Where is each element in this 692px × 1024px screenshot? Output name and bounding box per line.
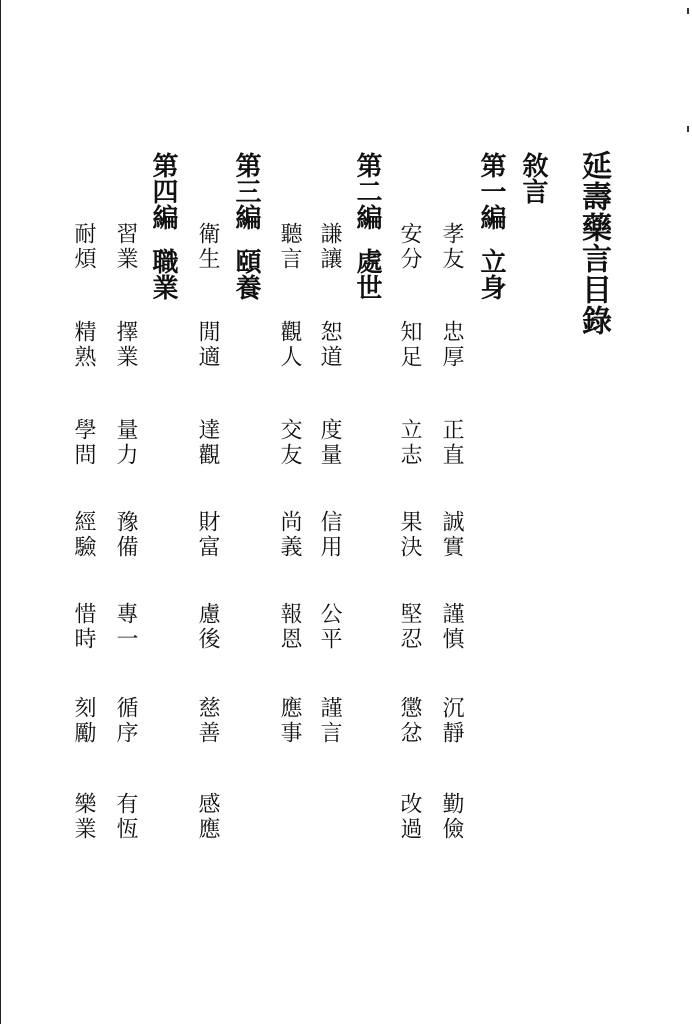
toc-entry: 勤儉 <box>439 792 464 842</box>
toc-entry: 經驗 <box>71 510 96 560</box>
toc-entry: 耐煩 <box>71 222 96 272</box>
toc-entry: 學問 <box>71 418 96 468</box>
toc-entry: 循序 <box>113 696 138 746</box>
toc-entry: 誠實 <box>439 510 464 560</box>
part-3-label: 第三編 <box>231 152 261 230</box>
toc-entry: 閒適 <box>195 320 220 370</box>
part-4-label: 第四編 <box>148 152 178 230</box>
page-title: 延壽藥言目錄 <box>576 150 611 336</box>
toc-entry: 惜時 <box>71 602 96 652</box>
part-2-name: 處世 <box>352 248 382 300</box>
toc-entry: 知足 <box>397 320 422 370</box>
toc-entry: 應事 <box>277 696 302 746</box>
toc-entry: 豫備 <box>113 510 138 560</box>
toc-entry: 財富 <box>195 510 220 560</box>
edge-mark <box>687 126 689 132</box>
toc-entry: 恕道 <box>317 320 342 370</box>
part-2-label: 第二編 <box>352 152 382 230</box>
part-4-name: 職業 <box>148 248 178 300</box>
toc-entry: 報恩 <box>277 602 302 652</box>
toc-entry: 孝友 <box>439 222 464 272</box>
toc-entry: 立志 <box>397 418 422 468</box>
toc-entry: 果決 <box>397 510 422 560</box>
toc-entry: 樂業 <box>71 792 96 842</box>
part-1-name: 立身 <box>476 248 506 300</box>
toc-entry: 正直 <box>439 418 464 468</box>
toc-entry: 精熟 <box>71 320 96 370</box>
part-1-label: 第一編 <box>476 152 506 230</box>
toc-entry: 改過 <box>397 792 422 842</box>
toc-entry: 習業 <box>113 222 138 272</box>
toc-entry: 謙讓 <box>317 222 342 272</box>
part-2-heading <box>354 152 380 300</box>
toc-entry: 量力 <box>113 418 138 468</box>
toc-entry: 交友 <box>277 418 302 468</box>
toc-entry: 沉靜 <box>439 696 464 746</box>
part-1-heading <box>478 152 504 300</box>
toc-entry: 堅忍 <box>397 602 422 652</box>
part-4-heading <box>150 152 176 300</box>
toc-entry: 聽言 <box>277 222 302 272</box>
toc-entry: 慮後 <box>195 602 220 652</box>
toc-entry: 達觀 <box>195 418 220 468</box>
part-3-name: 頤養 <box>231 248 261 300</box>
toc-entry: 慈善 <box>195 696 220 746</box>
preface-heading: 敘言 <box>518 152 548 204</box>
toc-entry: 度量 <box>317 418 342 468</box>
toc-entry: 有恆 <box>113 792 138 842</box>
toc-entry: 刻勵 <box>71 696 96 746</box>
toc-entry: 安分 <box>397 222 422 272</box>
page-left-edge <box>0 0 1 1024</box>
toc-entry: 懲忿 <box>397 696 422 746</box>
part-3-heading <box>233 152 259 300</box>
toc-entry: 感應 <box>195 792 220 842</box>
toc-entry: 信用 <box>317 510 342 560</box>
toc-entry: 擇業 <box>113 320 138 370</box>
toc-entry: 忠厚 <box>439 320 464 370</box>
toc-entry: 觀人 <box>277 320 302 370</box>
toc-entry: 專一 <box>113 602 138 652</box>
toc-entry: 公平 <box>317 602 342 652</box>
toc-entry: 尚義 <box>277 510 302 560</box>
toc-entry: 衛生 <box>195 222 220 272</box>
toc-entry: 謹言 <box>317 696 342 746</box>
edge-mark <box>687 8 689 14</box>
toc-entry: 謹慎 <box>439 602 464 652</box>
